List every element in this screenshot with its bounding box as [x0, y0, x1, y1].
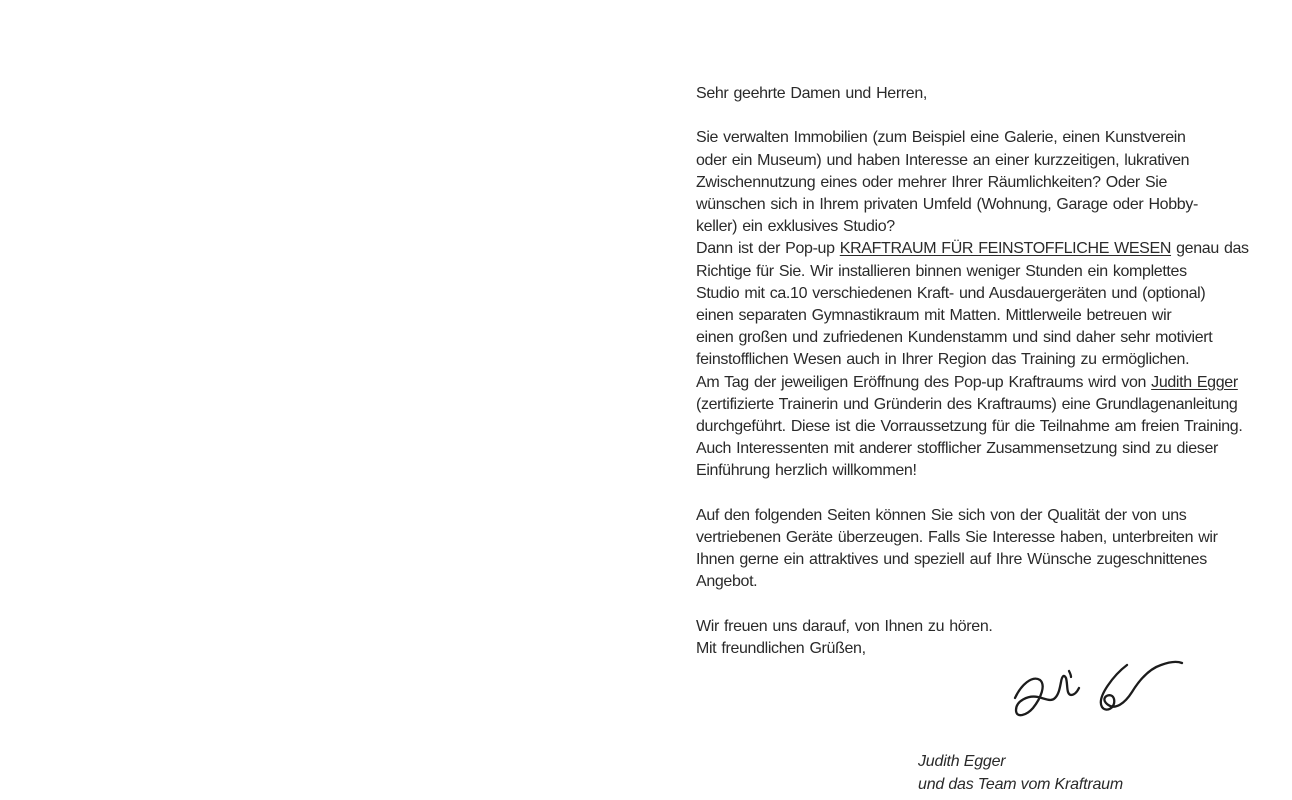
letter-line: [696, 460, 1256, 482]
letter-line: [696, 527, 1256, 549]
letter-line: [696, 349, 1256, 371]
letter-line: [696, 194, 1256, 216]
signature-stroke-first: [1015, 676, 1079, 715]
letter-line: [696, 571, 1256, 593]
letter-line: [696, 172, 1256, 194]
letter-text: wünschen sich in Ihrem privaten Umfeld (Wohnung, Garage oder Hobby-: [696, 196, 1198, 214]
letter-line: [696, 105, 1256, 127]
letter-line: [696, 372, 1256, 394]
letter-line: [696, 83, 1256, 105]
letter-text: Auf den folgenden Seiten können Sie sich von der Qualität der von uns: [696, 506, 1187, 524]
letter-line: [696, 394, 1256, 416]
letter-line: [696, 505, 1256, 527]
letter-text: (zertifizierte Trainerin und Gründerin des Kraftraums) eine Grundlagenanleitung: [696, 395, 1238, 413]
letter-text: Zwischennutzung eines oder mehrer Ihrer Räumlichkeiten? Oder Sie: [696, 173, 1168, 191]
letter-line: [696, 238, 1256, 260]
letter-line: [696, 438, 1256, 460]
letter-text: Auch Interessenten mit anderer stofflicher Zusammensetzung sind zu dieser: [696, 440, 1218, 458]
letter-line: [696, 216, 1256, 238]
letter-line: [696, 327, 1256, 349]
letter-text: Sehr geehrte Damen und Herren,: [696, 85, 927, 102]
letter-text: Sie verwalten Immobilien (zum Beispiel eine Galerie, einen Kunstverein: [696, 129, 1186, 147]
letter-text: Richtige für Sie. Wir installieren binnen weniger Stunden ein komplettes: [696, 262, 1187, 280]
signature-stroke-tick: [1069, 671, 1071, 677]
letter-text: Einführung herzlich willkommen!: [696, 462, 917, 480]
letter-line: [696, 483, 1256, 505]
letter-text: keller) ein exklusives Studio?: [696, 218, 895, 236]
letter-text: einen separaten Gymnastikraum mit Matten. Mittlerweile betreuen wir: [696, 307, 1172, 325]
signature-block: [918, 751, 1123, 796]
underlined-text: Judith Egger: [1151, 373, 1238, 391]
letter-text: Wir freuen uns darauf, von Ihnen zu hören.: [696, 617, 993, 635]
letter-line: [696, 616, 1256, 638]
letter-line: [696, 261, 1256, 283]
letter-text: oder ein Museum) und haben Interesse an einer kurzzeitigen, lukrativen: [696, 151, 1190, 169]
handwritten-signature-icon: [1003, 650, 1193, 730]
letter-text: Ihnen gerne ein attraktives und speziell auf Ihre Wünsche zugeschnittenes: [696, 551, 1207, 569]
letter-text: feinstofflichen Wesen auch in Ihrer Region das Training zu ermöglichen.: [696, 351, 1190, 369]
letter-text: Am Tag der jeweiligen Eröffnung des Pop-up Kraftraums wird von: [696, 373, 1152, 391]
letter-text: Mit freundlichen Grüßen,: [696, 640, 866, 658]
letter-text: vertriebenen Geräte überzeugen. Falls Sie Interesse haben, unterbreiten wir: [696, 529, 1218, 547]
letter-line: [696, 549, 1256, 571]
signature-stroke-flourish: [1101, 662, 1182, 710]
signature-name: Judith Egger: [918, 753, 1006, 770]
letter-text: einen großen und zufriedenen Kundenstamm und sind daher sehr motiviert: [696, 329, 1213, 347]
letter-text: Angebot.: [696, 573, 758, 591]
letter-line: [696, 305, 1256, 327]
letter-line: [696, 150, 1256, 172]
letter-line: [696, 283, 1256, 305]
underlined-text: KRAFTRAUM FÜR FEINSTOFFLICHE WESEN: [839, 240, 1172, 258]
letter-line: [696, 416, 1256, 438]
letter-text: genau das: [1171, 240, 1249, 258]
letter-line: [696, 127, 1256, 149]
letter-text: durchgeführt. Diese ist die Vorraussetzung für die Teilnahme am freien Training.: [696, 418, 1243, 436]
signature-team: und das Team vom Kraftraum: [918, 775, 1123, 793]
letter-text: Studio mit ca.10 verschiedenen Kraft- und Ausdauergeräten und (optional): [696, 284, 1206, 302]
letter-line: [696, 594, 1256, 616]
letter-body: [696, 83, 1256, 660]
letter-text: Dann ist der Pop-up: [696, 240, 840, 258]
